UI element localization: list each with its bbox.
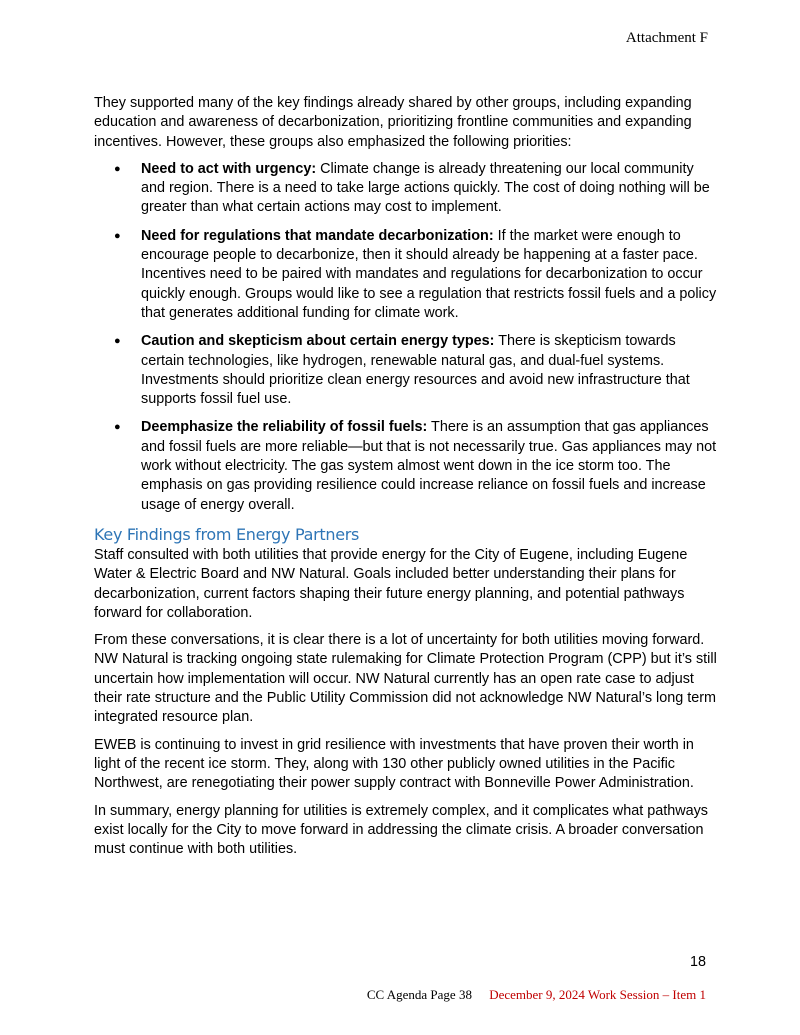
bullet-icon: ● (114, 335, 121, 348)
priority-title: Deemphasize the reliability of fossil fuels: (141, 419, 428, 436)
bullet-icon: ● (114, 162, 121, 175)
priority-text: Climate change is already threatening our local community and region. There is a need to take large actions quickly. The cost of doing nothing will be greater than what certain actions may cost to implement. (141, 160, 710, 216)
priority-text: If the market were enough to encourage people to decarbonize, then it should already be happening at a faster pace. Incentives need to be paired with mandates and regulations for decarbonization to occur quickly enough. Groups would like to see a regulation that restricts fossil fuels and a policy that generates additional funding for climate work. (141, 227, 717, 321)
intro-paragraph: They supported many of the key findings already shared by other groups, including expanding education and awareness of decarbonization, prioritizing frontline communities and expanding incentives. However, these groups also emphasized the following priorities: (94, 95, 692, 150)
section-paragraph: From these conversations, it is clear there is a lot of uncertainty for both utilities moving forward. NW Natural is tracking ongoing state rulemaking for Climate Protection Program (CPP) but it’s still uncertain how implementation will occur. NW Natural currently has an open rate case to adjust their rate structure and the Public Utility Commission did not acknowledge NW Natural’s long term integrated resource plan. (94, 632, 717, 726)
attachment-label: Attachment F (625, 30, 708, 46)
priority-item (94, 332, 718, 409)
priority-item (94, 160, 718, 218)
priority-title: Caution and skepticism about certain energy types: (141, 333, 495, 350)
footer-agenda-page: CC Agenda Page 38 (366, 987, 472, 1002)
priority-text: There is an assumption that gas appliances and fossil fuels are more reliable—but that is not necessarily true. Gas appliances may not work without electricity. The gas system almost went down in the ice storm too. The emphasis on gas providing resilience could increase reliance on fossil fuels and increase usage of energy overall. (141, 419, 717, 513)
section-paragraph: Staff consulted with both utilities that provide energy for the City of Eugene, including Eugene Water & Electric Board and NW Natural. Goals included better understanding their plans for decarbonization, current factors shaping their future energy planning, and potential pathways forward for collaboration. (94, 546, 688, 621)
priorities-list (94, 160, 718, 515)
page-number: 18 (689, 954, 706, 970)
priority-title: Need to act with urgency: (141, 160, 317, 177)
bullet-icon: ● (114, 421, 121, 434)
footer-session: December 9, 2024 Work Session – Item 1 (489, 987, 706, 1002)
priority-title: Need for regulations that mandate decarbonization: (141, 227, 494, 244)
section-heading: Key Findings from Energy Partners (94, 524, 360, 544)
priority-text: There is skepticism towards certain technologies, like hydrogen, renewable natural gas, and dual-fuel systems. Investments should prioritize clean energy resources and avoid new infrastructure that supports fossil fuel use. (141, 333, 690, 408)
section-paragraph: EWEB is continuing to invest in grid resilience with investments that have proven their worth in light of the recent ice storm. They, along with 130 other publicly owned utilities in the Pacific Northwest, are renegotiating their power supply contract with Bonneville Power Administration. (94, 736, 694, 792)
footer (367, 987, 706, 1003)
bullet-icon: ● (114, 229, 121, 242)
section-paragraph: In summary, energy planning for utilities is extremely complex, and it complicates what pathways exist locally for the City to move forward in addressing the climate crisis. A broader conversation must continue with both utilities. (94, 802, 708, 858)
priority-item (94, 418, 718, 514)
page-body (94, 94, 718, 867)
priority-item (94, 227, 718, 323)
